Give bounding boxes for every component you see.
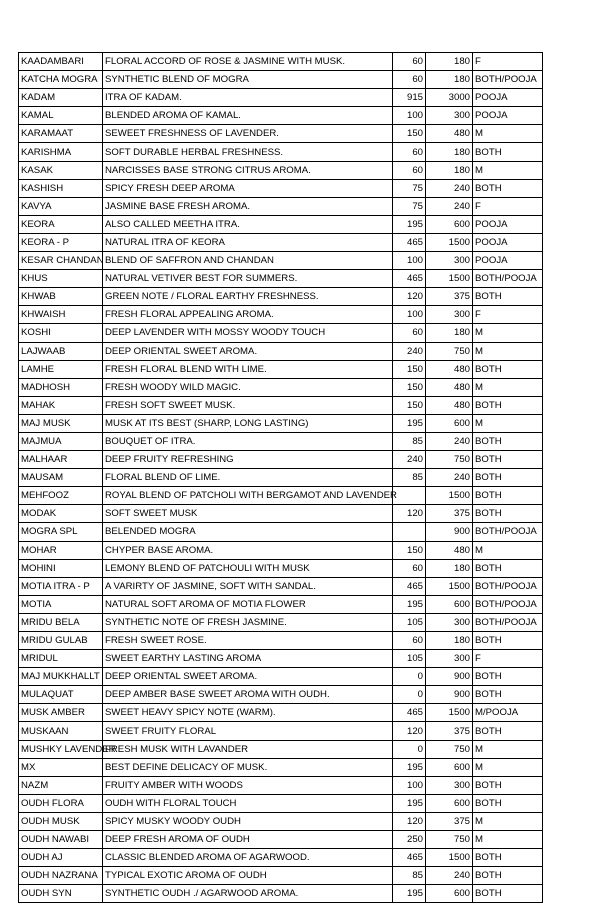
price-small-cell: 75 [393,197,426,215]
description-cell: DEEP ORIENTAL SWEET AROMA. [103,342,393,360]
product-name-cell: MUSHKY LAVENDER [19,740,103,758]
category-cell: F [473,53,543,71]
category-cell: BOTH/POOJA [473,523,543,541]
price-small-cell: 0 [393,740,426,758]
table-row [19,233,543,251]
price-small-cell: 85 [393,469,426,487]
category-cell: POOJA [473,89,543,107]
table-row [19,541,543,559]
description-cell: ITRA OF KADAM. [103,89,393,107]
product-name-cell: KHWAISH [19,306,103,324]
description-cell: BEST DEFINE DELICACY OF MUSK. [103,758,393,776]
table-row [19,794,543,812]
category-cell: F [473,650,543,668]
category-cell: M [473,812,543,830]
table-row [19,595,543,613]
price-small-cell: 60 [393,632,426,650]
price-small-cell [393,487,426,505]
category-cell: BOTH [473,867,543,885]
category-cell: BOTH [473,143,543,161]
category-cell: BOTH [473,469,543,487]
category-cell: BOTH [473,686,543,704]
table-row [19,668,543,686]
price-large-cell: 900 [426,686,473,704]
description-cell: BLENDED AROMA OF KAMAL. [103,107,393,125]
category-cell: BOTH [473,396,543,414]
price-large-cell: 600 [426,595,473,613]
product-name-cell: MOTIA ITRA - P [19,577,103,595]
description-cell: SWEET HEAVY SPICY NOTE (WARM). [103,704,393,722]
description-cell: SYNTHETIC NOTE OF FRESH JASMINE. [103,613,393,631]
product-name-cell: KEORA [19,215,103,233]
price-large-cell: 180 [426,53,473,71]
category-cell: F [473,197,543,215]
table-row [19,577,543,595]
category-cell: BOTH/POOJA [473,577,543,595]
price-large-cell: 300 [426,613,473,631]
category-cell: POOJA [473,252,543,270]
description-cell: BLEND OF SAFFRON AND CHANDAN [103,252,393,270]
category-cell: BOTH [473,776,543,794]
category-cell: M [473,831,543,849]
price-large-cell: 600 [426,414,473,432]
description-cell: DEEP ORIENTAL SWEET AROMA. [103,668,393,686]
description-cell: A VARIRTY OF JASMINE, SOFT WITH SANDAL. [103,577,393,595]
description-cell: FLORAL ACCORD OF ROSE & JASMINE WITH MUSK. [103,53,393,71]
table-row [19,215,543,233]
price-small-cell: 150 [393,378,426,396]
price-large-cell: 600 [426,794,473,812]
description-cell: OUDH WITH FLORAL TOUCH [103,794,393,812]
price-small-cell: 100 [393,306,426,324]
price-small-cell: 120 [393,505,426,523]
description-cell: SEWEET FRESHNESS OF LAVENDER. [103,125,393,143]
perfume-price-table [18,52,543,903]
product-name-cell: OUDH NAWABI [19,831,103,849]
description-cell: BOUQUET OF ITRA. [103,432,393,450]
price-large-cell: 600 [426,758,473,776]
description-cell: FRESH MUSK WITH LAVANDER [103,740,393,758]
description-cell: SOFT DURABLE HERBAL FRESHNESS. [103,143,393,161]
price-small-cell: 60 [393,559,426,577]
price-small-cell: 240 [393,451,426,469]
table-row [19,505,543,523]
description-cell: MUSK AT ITS BEST (SHARP, LONG LASTING) [103,414,393,432]
price-large-cell: 240 [426,469,473,487]
price-small-cell: 195 [393,595,426,613]
price-large-cell: 750 [426,451,473,469]
table-row [19,396,543,414]
product-name-cell: MUSKAAN [19,722,103,740]
price-small-cell: 150 [393,396,426,414]
price-small-cell: 915 [393,89,426,107]
description-cell: SWEET EARTHY LASTING AROMA [103,650,393,668]
product-name-cell: KOSHI [19,324,103,342]
description-cell: GREEN NOTE / FLORAL EARTHY FRESHNESS. [103,288,393,306]
table-row [19,487,543,505]
product-name-cell: KHUS [19,270,103,288]
category-cell: M [473,740,543,758]
product-name-cell: KARAMAAT [19,125,103,143]
product-name-cell: MOTIA [19,595,103,613]
price-small-cell: 465 [393,577,426,595]
table-row [19,342,543,360]
price-large-cell: 375 [426,812,473,830]
price-large-cell: 180 [426,559,473,577]
price-small-cell: 195 [393,885,426,903]
table-row [19,613,543,631]
price-small-cell: 195 [393,215,426,233]
price-large-cell: 750 [426,342,473,360]
description-cell: NATURAL ITRA OF KEORA [103,233,393,251]
price-small-cell: 465 [393,233,426,251]
description-cell: SYNTHETIC OUDH ./ AGARWOOD AROMA. [103,885,393,903]
price-large-cell: 1500 [426,577,473,595]
price-small-cell: 465 [393,704,426,722]
category-cell: BOTH [473,451,543,469]
product-name-cell: MRIDU GULAB [19,632,103,650]
product-name-cell: KAADAMBARI [19,53,103,71]
product-name-cell: OUDH MUSK [19,812,103,830]
table-row [19,324,543,342]
description-cell: DEEP FRUITY REFRESHING [103,451,393,469]
description-cell: FLORAL BLEND OF LIME. [103,469,393,487]
price-large-cell: 375 [426,722,473,740]
product-name-cell: KATCHA MOGRA [19,71,103,89]
category-cell: M [473,125,543,143]
table-row [19,179,543,197]
table-row [19,378,543,396]
price-small-cell: 150 [393,360,426,378]
price-small-cell: 100 [393,776,426,794]
product-name-cell: MAJ MUKKHALLT [19,668,103,686]
price-small-cell: 60 [393,324,426,342]
product-name-cell: MUSK AMBER [19,704,103,722]
category-cell: BOTH [473,487,543,505]
table-row [19,252,543,270]
category-cell: BOTH [473,360,543,378]
table-row [19,125,543,143]
table-row [19,704,543,722]
category-cell: BOTH [473,668,543,686]
table-row [19,632,543,650]
price-large-cell: 1500 [426,487,473,505]
price-small-cell: 85 [393,432,426,450]
price-large-cell: 3000 [426,89,473,107]
category-cell: BOTH [473,288,543,306]
product-name-cell: KHWAB [19,288,103,306]
description-cell: SOFT SWEET MUSK [103,505,393,523]
product-name-cell: MX [19,758,103,776]
price-large-cell: 300 [426,107,473,125]
product-name-cell: MODAK [19,505,103,523]
product-name-cell: LAMHE [19,360,103,378]
table-row [19,432,543,450]
table-row [19,270,543,288]
price-large-cell: 480 [426,125,473,143]
category-cell: BOTH/POOJA [473,270,543,288]
price-large-cell: 480 [426,396,473,414]
table-row [19,360,543,378]
product-name-cell: KAVYA [19,197,103,215]
category-cell: BOTH/POOJA [473,613,543,631]
table-row [19,722,543,740]
table-row [19,161,543,179]
description-cell: CHYPER BASE AROMA. [103,541,393,559]
table-row [19,143,543,161]
price-large-cell: 240 [426,867,473,885]
price-small-cell: 120 [393,288,426,306]
price-large-cell: 1500 [426,849,473,867]
product-name-cell: MULAQUAT [19,686,103,704]
description-cell: NATURAL VETIVER BEST FOR SUMMERS. [103,270,393,288]
price-small-cell: 85 [393,867,426,885]
product-name-cell: KADAM [19,89,103,107]
table-row [19,849,543,867]
price-small-cell: 195 [393,758,426,776]
price-small-cell: 105 [393,613,426,631]
price-small-cell: 150 [393,541,426,559]
table-row [19,288,543,306]
description-cell: FRESH SOFT SWEET MUSK. [103,396,393,414]
product-name-cell: MAUSAM [19,469,103,487]
price-small-cell: 60 [393,161,426,179]
category-cell: M [473,758,543,776]
description-cell: SPICY FRESH DEEP AROMA [103,179,393,197]
table-row [19,776,543,794]
description-cell: LEMONY BLEND OF PATCHOULI WITH MUSK [103,559,393,577]
table-row [19,867,543,885]
price-small-cell: 195 [393,414,426,432]
table-row [19,451,543,469]
product-name-cell: MALHAAR [19,451,103,469]
category-cell: POOJA [473,233,543,251]
price-large-cell: 750 [426,740,473,758]
description-cell: FRESH FLORAL APPEALING AROMA. [103,306,393,324]
description-cell: SWEET FRUITY FLORAL [103,722,393,740]
table-row [19,197,543,215]
category-cell: M [473,324,543,342]
description-cell: JASMINE BASE FRESH AROMA. [103,197,393,215]
product-name-cell: KAMAL [19,107,103,125]
price-large-cell: 180 [426,632,473,650]
price-small-cell: 60 [393,71,426,89]
table-row [19,686,543,704]
price-large-cell: 240 [426,432,473,450]
price-small-cell: 465 [393,849,426,867]
price-small-cell [393,523,426,541]
description-cell: ALSO CALLED MEETHA ITRA. [103,215,393,233]
category-cell: BOTH [473,179,543,197]
description-cell: NARCISSES BASE STRONG CITRUS AROMA. [103,161,393,179]
price-small-cell: 60 [393,143,426,161]
description-cell: CLASSIC BLENDED AROMA OF AGARWOOD. [103,849,393,867]
price-large-cell: 1500 [426,704,473,722]
price-large-cell: 600 [426,885,473,903]
product-name-cell: MOHAR [19,541,103,559]
price-large-cell: 1500 [426,270,473,288]
price-large-cell: 180 [426,161,473,179]
price-large-cell: 600 [426,215,473,233]
price-large-cell: 300 [426,306,473,324]
category-cell: BOTH [473,794,543,812]
product-name-cell: KARISHMA [19,143,103,161]
category-cell: M [473,161,543,179]
price-small-cell: 105 [393,650,426,668]
description-cell: DEEP AMBER BASE SWEET AROMA WITH OUDH. [103,686,393,704]
table-row [19,414,543,432]
product-name-cell: OUDH NAZRANA [19,867,103,885]
product-name-cell: MAHAK [19,396,103,414]
price-small-cell: 120 [393,812,426,830]
product-name-cell: MOHINI [19,559,103,577]
table-row [19,885,543,903]
category-cell: BOTH/POOJA [473,595,543,613]
price-large-cell: 480 [426,378,473,396]
category-cell: M [473,541,543,559]
category-cell: BOTH [473,722,543,740]
category-cell: BOTH/POOJA [473,71,543,89]
price-small-cell: 100 [393,107,426,125]
price-large-cell: 375 [426,288,473,306]
category-cell: BOTH [473,432,543,450]
category-cell: M [473,342,543,360]
description-cell: FRESH SWEET ROSE. [103,632,393,650]
product-name-cell: NAZM [19,776,103,794]
product-name-cell: OUDH AJ [19,849,103,867]
price-small-cell: 120 [393,722,426,740]
category-cell: POOJA [473,107,543,125]
price-small-cell: 250 [393,831,426,849]
category-cell: M [473,378,543,396]
table-row [19,53,543,71]
product-name-cell: MRIDU BELA [19,613,103,631]
category-cell: BOTH [473,559,543,577]
price-large-cell: 900 [426,523,473,541]
product-name-cell: LAJWAAB [19,342,103,360]
description-cell: DEEP LAVENDER WITH MOSSY WOODY TOUCH [103,324,393,342]
product-name-cell: KASHISH [19,179,103,197]
product-name-cell: KESAR CHANDAN [19,252,103,270]
category-cell: M/POOJA [473,704,543,722]
price-small-cell: 195 [393,794,426,812]
table-row [19,71,543,89]
description-cell: FRESH FLORAL BLEND WITH LIME. [103,360,393,378]
description-cell: SPICY MUSKY WOODY OUDH [103,812,393,830]
price-small-cell: 60 [393,53,426,71]
table-row [19,559,543,577]
product-name-cell: KASAK [19,161,103,179]
category-cell: BOTH [473,632,543,650]
description-cell: BELENDED MOGRA [103,523,393,541]
price-large-cell: 300 [426,252,473,270]
description-cell: FRUITY AMBER WITH WOODS [103,776,393,794]
price-large-cell: 480 [426,360,473,378]
price-small-cell: 150 [393,125,426,143]
price-large-cell: 480 [426,541,473,559]
product-name-cell: MRIDUL [19,650,103,668]
table-row [19,812,543,830]
category-cell: BOTH [473,505,543,523]
price-large-cell: 180 [426,71,473,89]
category-cell: F [473,306,543,324]
category-cell: M [473,414,543,432]
table-row [19,650,543,668]
table-row [19,758,543,776]
price-small-cell: 465 [393,270,426,288]
product-name-cell: OUDH FLORA [19,794,103,812]
table-row [19,831,543,849]
category-cell: BOTH [473,885,543,903]
price-large-cell: 300 [426,776,473,794]
description-cell: DEEP FRESH AROMA OF OUDH [103,831,393,849]
price-small-cell: 100 [393,252,426,270]
category-cell: BOTH [473,849,543,867]
table-row [19,523,543,541]
table-row [19,306,543,324]
product-name-cell: MAJ MUSK [19,414,103,432]
description-cell: SYNTHETIC BLEND OF MOGRA [103,71,393,89]
price-large-cell: 300 [426,650,473,668]
description-cell: ROYAL BLEND OF PATCHOLI WITH BERGAMOT AND LAVENDER [103,487,393,505]
table-row [19,740,543,758]
price-large-cell: 1500 [426,233,473,251]
price-large-cell: 180 [426,143,473,161]
price-large-cell: 375 [426,505,473,523]
product-name-cell: MADHOSH [19,378,103,396]
price-small-cell: 0 [393,686,426,704]
price-large-cell: 750 [426,831,473,849]
table-row [19,469,543,487]
product-name-cell: MAJMUA [19,432,103,450]
product-name-cell: KEORA - P [19,233,103,251]
price-large-cell: 900 [426,668,473,686]
price-small-cell: 0 [393,668,426,686]
table-row [19,107,543,125]
description-cell: NATURAL SOFT AROMA OF MOTIA FLOWER [103,595,393,613]
product-name-cell: MOGRA SPL [19,523,103,541]
product-name-cell: MEHFOOZ [19,487,103,505]
description-cell: FRESH WOODY WILD MAGIC. [103,378,393,396]
price-large-cell: 240 [426,197,473,215]
price-large-cell: 240 [426,179,473,197]
table-row [19,89,543,107]
price-small-cell: 75 [393,179,426,197]
price-small-cell: 240 [393,342,426,360]
price-large-cell: 180 [426,324,473,342]
description-cell: TYPICAL EXOTIC AROMA OF OUDH [103,867,393,885]
category-cell: POOJA [473,215,543,233]
table-body [19,53,543,903]
product-name-cell: OUDH SYN [19,885,103,903]
